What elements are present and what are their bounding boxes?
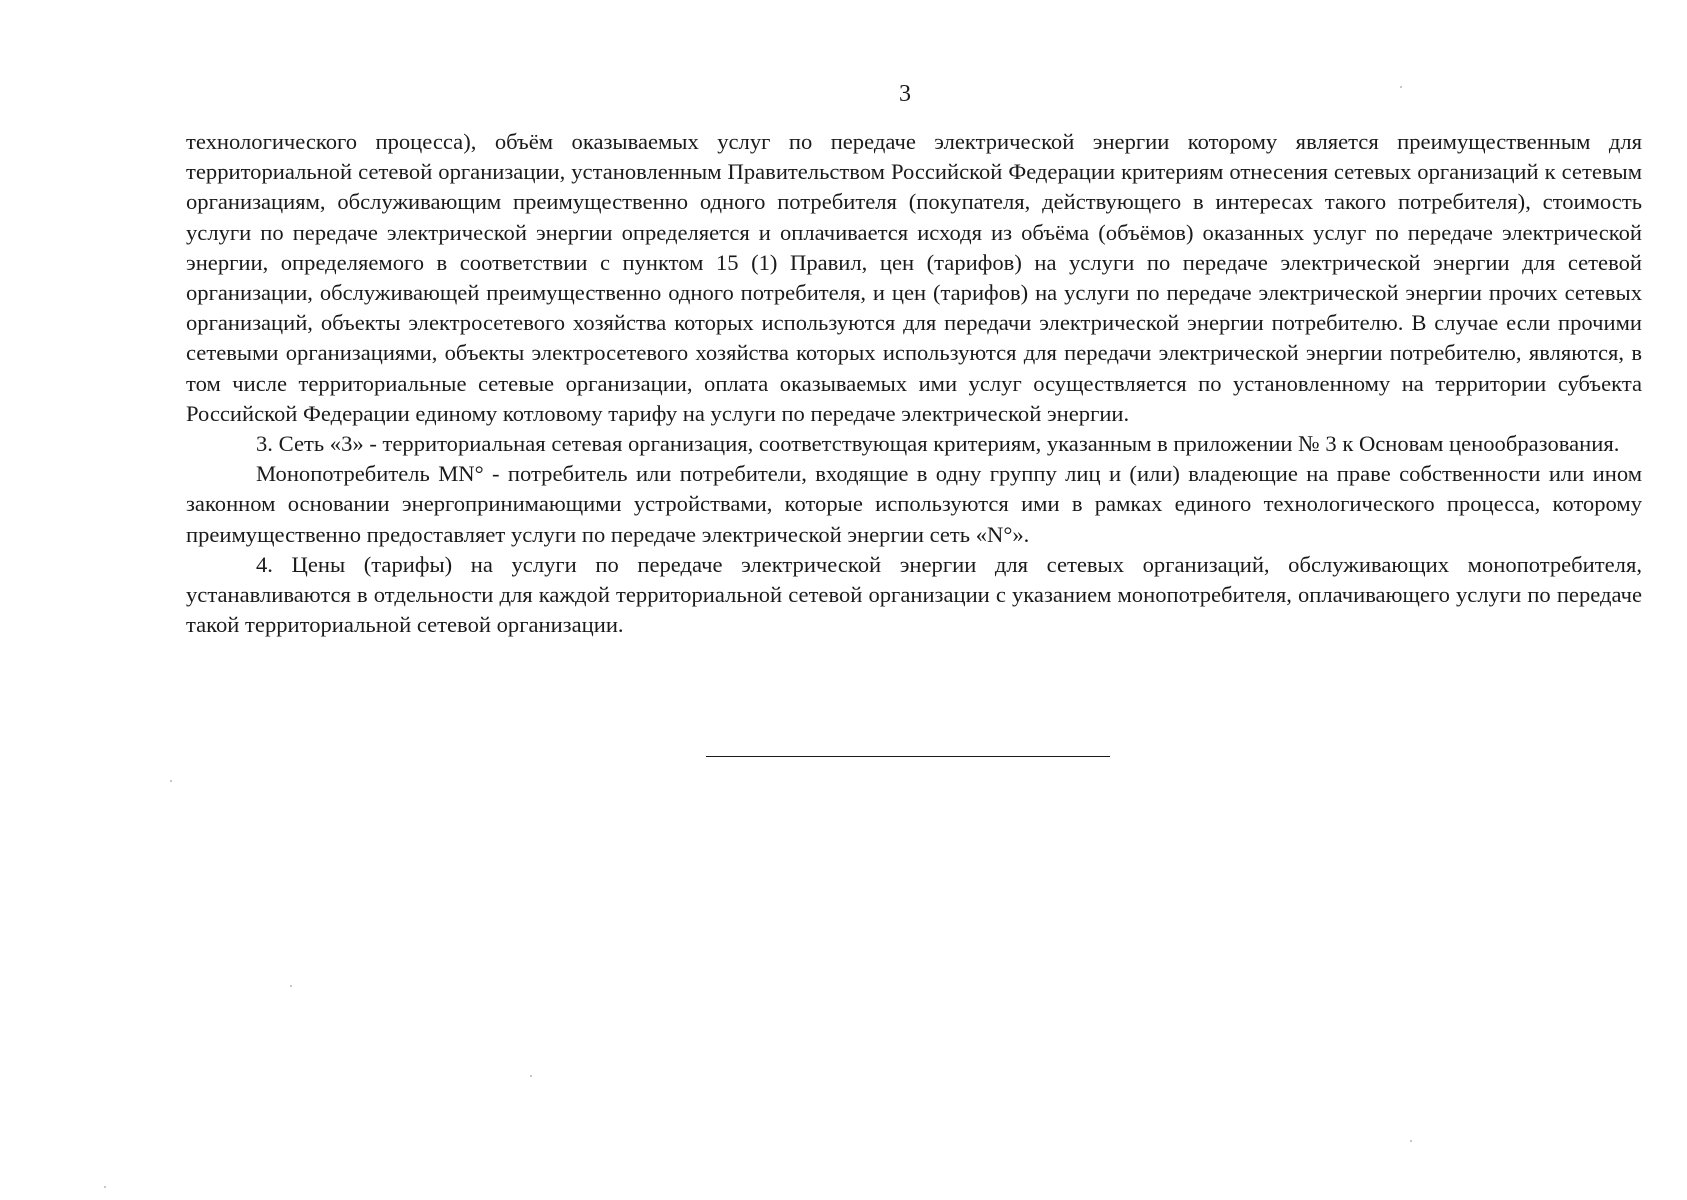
paragraph-continuation: технологического процесса), объём оказываемых услуг по передаче электрической энергии которому является преимущественным для территориальной сетевой организации, установленным Правительством Российской Федерации критериям отнесения сетевых организаций к сетевым организациям, обслуживающим преимущественно одного потребителя (покупателя, действующего в интересах такого потребителя), стоимость услуги по передаче электрической энергии определяется и оплачивается исходя из объёма (объёмов) оказанных услуг по передаче электрической энергии, определяемого в соответствии с пунктом 15 (1) Правил, цен (тарифов) на услуги по передаче электрической энергии для сетевой организации, обслуживающей преимущественно одного потребителя, и цен (тарифов) на услуги по передаче электрической энергии прочих сетевых организаций, объекты электросетевого хозяйства которых используются для передачи электрической энергии потребителю. В случае если прочими сетевыми организациями, объекты электросетевого хозяйства которых используются для передачи электрической энергии потребителю, являются, в том числе территориальные сетевые организации, оплата оказываемых ими услуг осуществляется по установленному на территории субъекта Российской Федерации единому котловому тарифу на услуги по передаче электрической энергии. (186, 129, 1642, 426)
scan-speck (170, 780, 172, 782)
scan-speck (1400, 86, 1402, 88)
end-of-text-rule (706, 756, 1110, 757)
paragraph-item-4: 4. Цены (тарифы) на услуги по передаче электрической энергии для сетевых организаций, обслуживающих монопотребителя, устанавливаются в отдельности для каждой территориальной сетевой организации с указанием монопотребителя, оплачивающего услуги по передаче такой территориальной сетевой организации. (186, 551, 1642, 638)
document-body (186, 127, 1642, 640)
page-number: 3 (899, 81, 911, 107)
paragraph-monoconsumer-definition: Монопотребитель MN° - потребитель или потребители, входящие в одну группу лиц и (или) владеющие на праве собственности или ином законном основании энергопринимающими устройствами, которые используются ими в рамках единого технологического процесса, которому преимущественно предоставляет услуги по передаче электрической энергии сеть «N°». (186, 461, 1642, 547)
scan-speck (104, 1186, 106, 1188)
scan-speck (530, 1075, 532, 1077)
scan-speck (1410, 1140, 1412, 1142)
paragraph-item-3: 3. Сеть «3» - территориальная сетевая организация, соответствующая критериям, указанным в приложении № 3 к Основам ценообразования. (256, 431, 1620, 457)
scan-speck (290, 985, 292, 987)
